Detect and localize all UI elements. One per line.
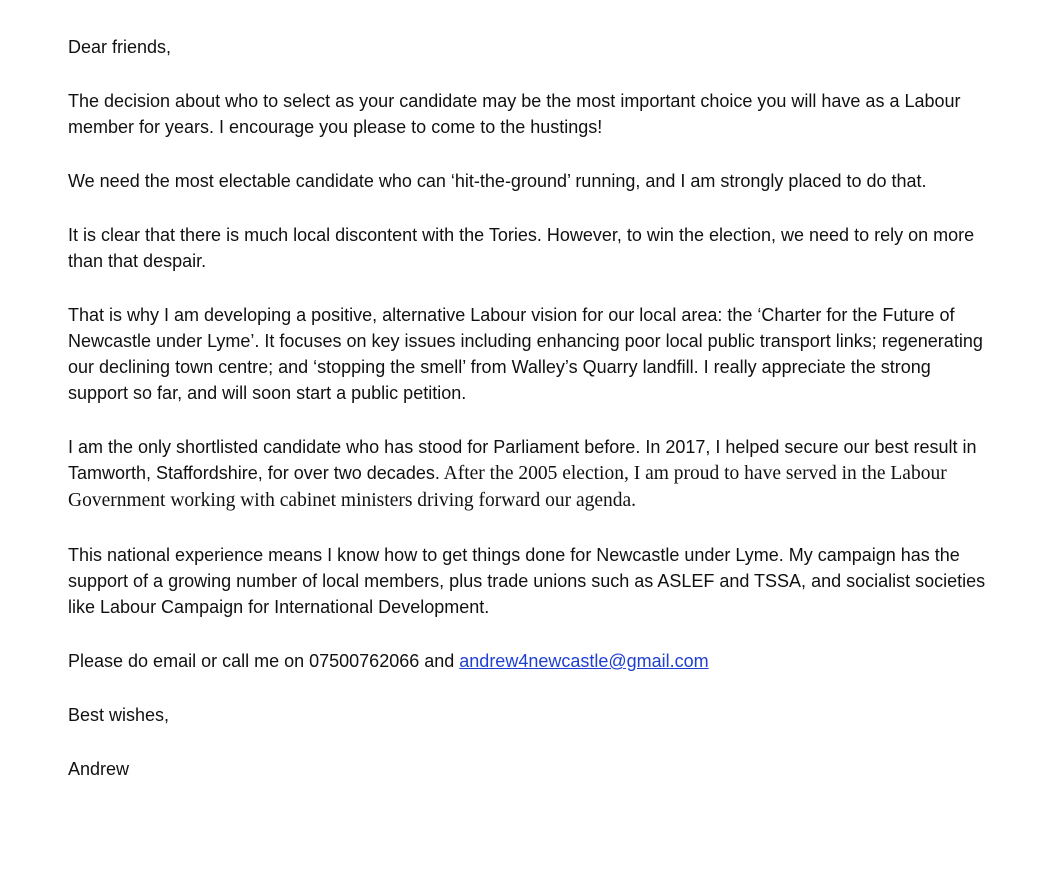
email-link[interactable]: andrew4newcastle@gmail.com bbox=[459, 651, 709, 671]
closing: Best wishes, bbox=[68, 705, 170, 725]
paragraph-hustings: The decision about who to select as your candidate may be the most important choice you will have as a Labour member for years. I encourage you please to come to the hustings! bbox=[68, 91, 961, 137]
contact-line bbox=[68, 648, 988, 674]
signature: Andrew bbox=[68, 759, 130, 779]
paragraph-support: This national experience means I know how to get things done for Newcastle under Lyme. My campaign has the support of a growing number of local members, plus trade unions such as ASLEF and TSSA, and socialist societies like Labour Campaign for International Development. bbox=[68, 545, 986, 617]
paragraph-electable: We need the most electable candidate who can ‘hit-the-ground’ running, and I am strongly placed to do that. bbox=[68, 171, 927, 191]
paragraph-discontent: It is clear that there is much local discontent with the Tories. However, to win the election, we need to rely on more than that despair. bbox=[68, 225, 975, 271]
paragraph-experience bbox=[68, 434, 988, 514]
paragraph-experience-part1: I am the only shortlisted candidate who has stood for Parliament before. In 2017, I helped secure our best result in Tamworth, Staffordshire, for over two decades. bbox=[68, 437, 977, 483]
paragraph-experience-part2: After the 2005 election, I am proud to have served in the Labour Government working with cabinet ministers driving forward our agenda. bbox=[68, 463, 947, 511]
paragraph-charter: That is why I am developing a positive, alternative Labour vision for our local area: the ‘Charter for the Future of Newcastle under Lyme’. It focuses on key issues including enhancing poor local public transport links; regenerating our declining town centre; and ‘stopping the smell’ from Walley’s Quarry landfill. I really appreciate the strong support so far, and will soon start a public petition. bbox=[68, 305, 983, 403]
greeting: Dear friends, bbox=[68, 37, 172, 57]
letter-document bbox=[68, 34, 988, 810]
contact-text: Please do email or call me on 07500762066 and bbox=[68, 651, 460, 671]
